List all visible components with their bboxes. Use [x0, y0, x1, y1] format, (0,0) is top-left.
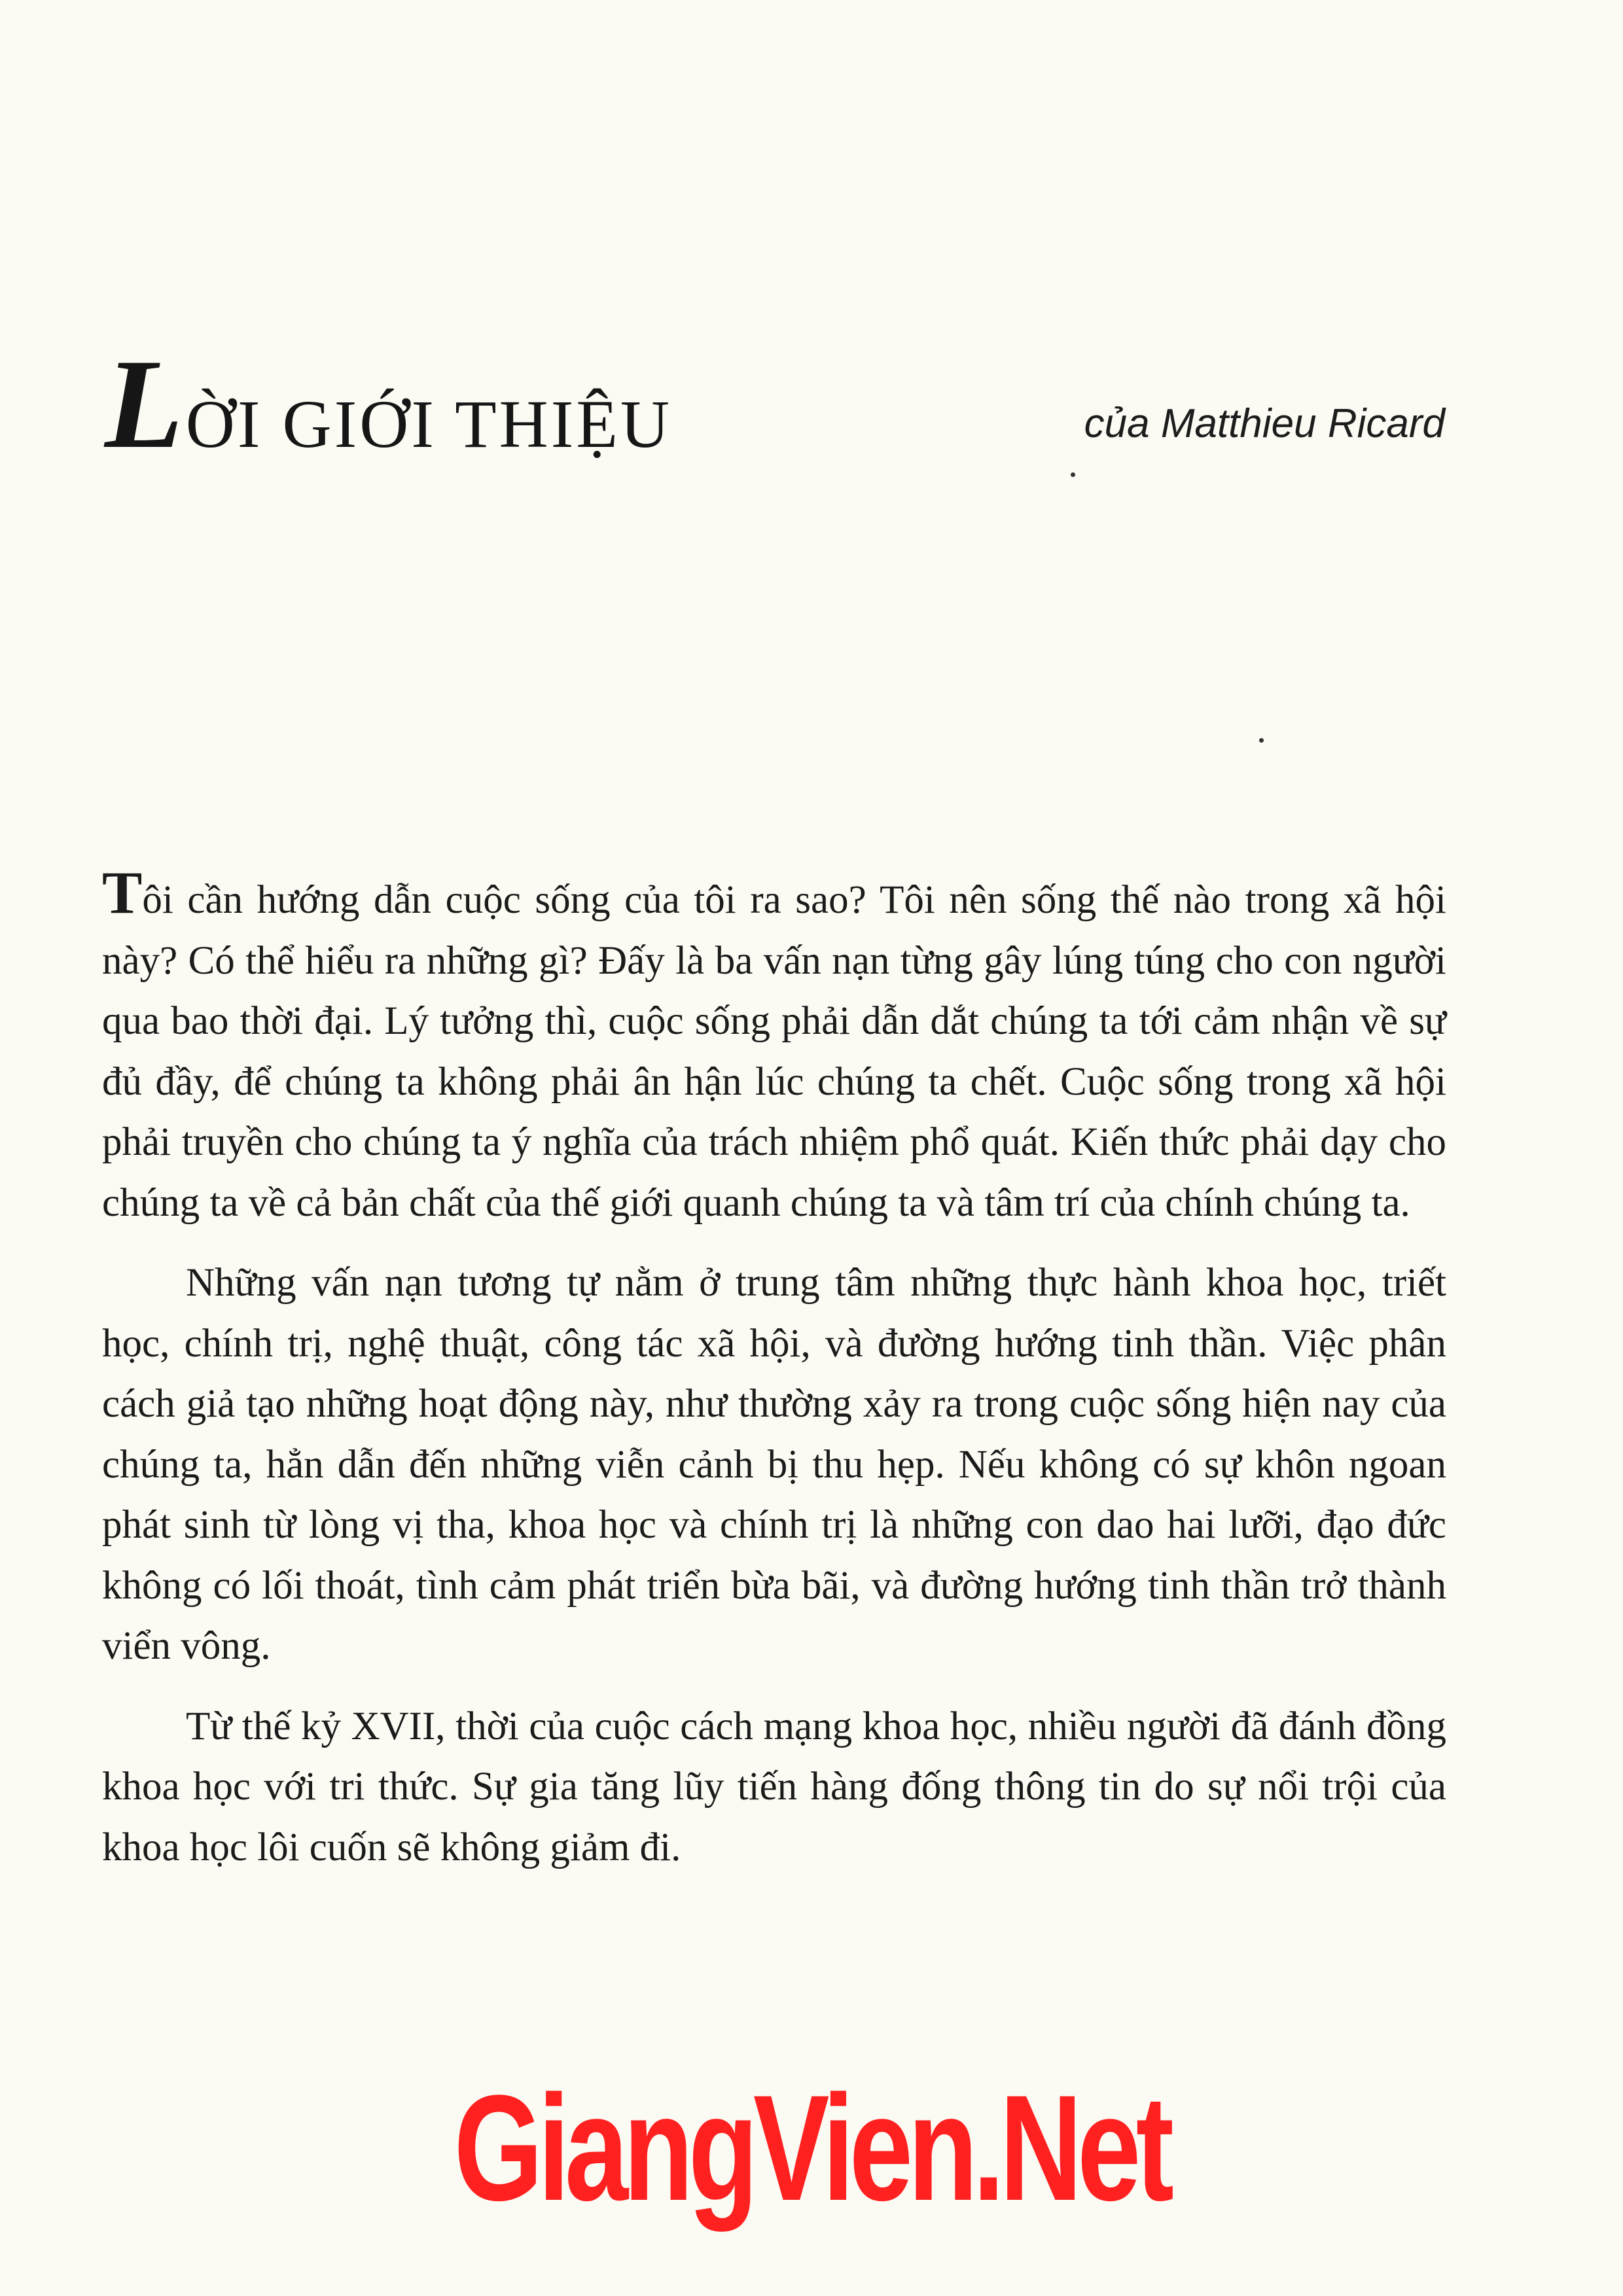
paragraph-initial: T: [102, 859, 143, 926]
watermark: GiangVien.Net: [454, 2064, 1169, 2232]
paragraph-3: Từ thế kỷ XVII, thời của cuộc cách mạng khoa học, nhiều người đã đánh đồng khoa học với tri thức. Sự gia tăng lũy tiến hàng đống thông tin do sự nổi trội của khoa học lôi cuốn sẽ không giảm đi.: [102, 1704, 1446, 1869]
paragraph-1: [102, 859, 1446, 1233]
title-initial: L: [105, 333, 183, 475]
scan-speck: [1259, 738, 1264, 743]
chapter-title: [105, 333, 672, 475]
author-byline: của Matthieu Ricard: [1084, 401, 1445, 446]
body-text: [102, 859, 1446, 1898]
paragraph-text: ôi cần hướng dẫn cuộc sống của tôi ra sao? Tôi nên sống thế nào trong xã hội này? Có thể hiểu ra những gì? Đấy là ba vấn nạn từng gây lúng túng cho con người qua bao thời đại. Lý tưởng thì, cuộc sống phải dẫn dắt chúng ta tới cảm nhận về sự đủ đầy, để chúng ta không phải ân hận lúc chúng ta chết. Cuộc sống trong xã hội phải truyền cho chúng ta ý nghĩa của trách nhiệm phổ quát. Kiến thức phải dạy cho chúng ta về cả bản chất của thế giới quanh chúng ta và tâm trí của chính chúng ta.: [102, 878, 1446, 1225]
scan-speck: [1071, 472, 1075, 477]
title-rest: ỜI GIỚI THIỆU: [185, 387, 672, 462]
paragraph-2: Những vấn nạn tương tự nằm ở trung tâm những thực hành khoa học, triết học, chính trị, nghệ thuật, công tác xã hội, và đường hướng tinh thần. Việc phân cách giả tạo những hoạt động này, như thường xảy ra trong cuộc sống hiện nay của chúng ta, hẳn dẫn đến những viễn cảnh bị thu hẹp. Nếu không có sự khôn ngoan phát sinh từ lòng vị tha, khoa học và chính trị là những con dao hai lưỡi, đạo đức không có lối thoát, tình cảm phát triển bừa bãi, và đường hướng tinh thần trở thành viển vông.: [102, 1261, 1446, 1668]
